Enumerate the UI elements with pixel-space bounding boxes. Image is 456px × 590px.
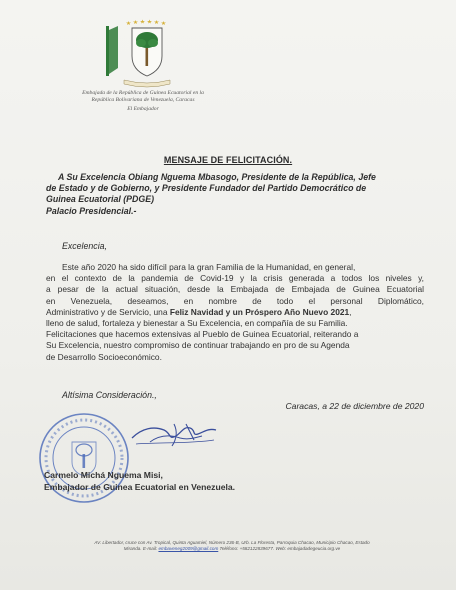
body-line-4: en Venezuela, deseamos, en nombre de todo el personal Diplomático,	[46, 295, 424, 306]
letterhead-line-2: República Bolivariana de Venezuela, Caracas	[91, 97, 195, 103]
handwritten-signature	[128, 418, 220, 450]
closing-phrase: Altísima Consideración.,	[62, 390, 157, 400]
footer-address	[54, 540, 410, 553]
signer-name: Carmelo Michá Nguema Misi,	[44, 470, 163, 480]
salutation: Excelencia,	[62, 241, 107, 251]
body-line-5	[46, 307, 424, 318]
national-coat-of-arms-logo	[100, 16, 190, 90]
body-line-9: de Desarrollo Socioeconómico.	[46, 351, 162, 362]
footer-line-2	[54, 546, 410, 552]
body-line-5-start: Administrativo y de Servicio, una	[46, 306, 170, 317]
body-line-1: Este año 2020 ha sido difícil para la gran Familia de la Humanidad, en general,	[62, 262, 356, 272]
greeting-highlight: Feliz Navidad y un Próspero Año Nuevo 2021	[169, 306, 350, 317]
email-link[interactable]: embaveneg2009@gmail.com	[158, 546, 219, 552]
body-line-3: a pesar de la actual situación, desde la Embajada de Embajada de Guinea Ecuatorial	[46, 284, 424, 295]
place-and-date: Caracas, a 22 de diciembre de 2020	[285, 401, 424, 411]
body-line-5-end: ,	[349, 306, 352, 317]
footer-line-2-start: Miranda. E-mail:	[123, 546, 159, 552]
footer-line-2-end: Teléfono: +582122839677. Web: embajadadegeucia.org.ve	[218, 546, 341, 552]
recipient-line-2: de Estado y de Gobierno, y Presidente Fundador del Partido Democrático de	[46, 183, 367, 194]
recipient-line-3: Guinea Ecuatorial (PDGE)	[46, 194, 155, 205]
letter-title: MENSAJE DE FELICITACIÓN.	[163, 155, 293, 165]
footer-line-1: AV. Libertador, cruce con Av. Tropical, Quinta Aguamiel, Número 236-B, Urb. La Floresta, Parroquia Chacao, Municipio Chacao, Estado	[94, 540, 370, 545]
signer-position: Embajador de Guinea Ecuatorial en Venezuela.	[44, 481, 236, 492]
letterhead-line-1: Embajada de la República de Guinea Ecuatorial en la	[82, 90, 204, 96]
body-line-8: Su Excelencia, nuestro compromiso de continuar trabajando en pro de su Agenda	[46, 340, 350, 351]
body-line-6: lleno de salud, fortaleza y bienestar a Su Excelencia, en compañía de su Familia.	[46, 318, 348, 329]
body-line-2: en el contexto de la pandemia de Covid-19 y la crisis generada a todos los niveles y,	[46, 273, 424, 284]
letterhead-caption	[58, 90, 228, 113]
letterhead-line-3: El Embajador	[127, 106, 159, 112]
recipient-line-1: A Su Excelencia Obiang Nguema Mbasogo, Presidente de la República, Jefe	[58, 172, 376, 182]
recipient-block	[46, 172, 426, 217]
recipient-line-4: Palacio Presidencial.-	[46, 205, 137, 216]
body-line-7: Felicitaciones que hacemos extensivas al Pueblo de Guinea Ecuatorial, reiterando a	[46, 329, 359, 340]
signer-block	[44, 470, 235, 494]
letter-body	[46, 262, 424, 363]
